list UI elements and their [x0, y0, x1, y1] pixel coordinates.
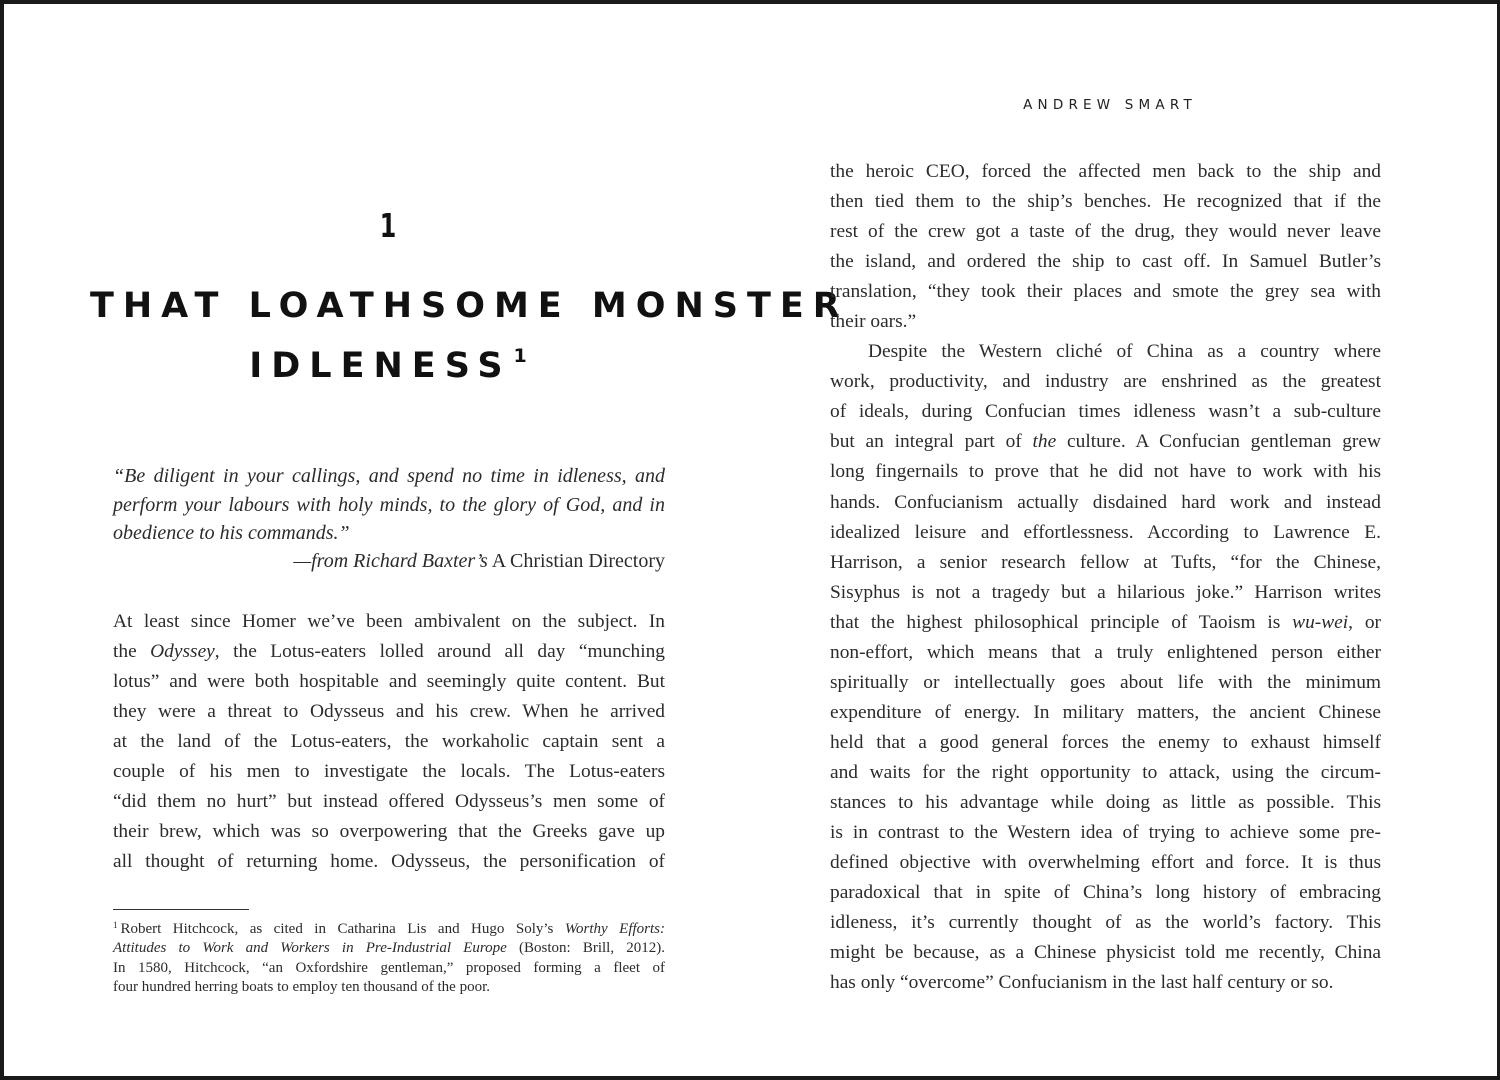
epigraph-quote: “Be diligent in your callings, and spend no time in idleness, and perform your labours with holy minds, to the glory of God, and in obedience to his commands.”: [113, 465, 665, 545]
text-line: “did them no hurt” but instead offered Odysseus’s men some of: [113, 791, 665, 813]
chapter-title-line: THAT LOATHSOME MONSTER: [90, 286, 849, 326]
chapter-number: 1: [379, 206, 397, 245]
text-line: spiritually or intellectually goes about life with the minimum: [830, 671, 1381, 693]
text-line: Despite the Western cliché of China as a country where: [868, 341, 1381, 363]
attribution-prefix: —from Richard Baxter’s: [293, 550, 488, 572]
text-line: rest of the crew got a taste of the drug, they would never leave: [830, 221, 1381, 243]
text-line: at the land of the Lotus-eaters, the workaholic captain sent a: [113, 731, 665, 753]
chapter-title-footnote-marker[interactable]: 1: [513, 345, 527, 367]
text-line: paradoxical that in spite of China’s long history of embracing: [830, 882, 1381, 904]
text-line: the Odyssey, the Lotus-eaters lolled around all day “munching: [113, 641, 665, 663]
footnote-line: $^1$ Robert Hitchcock, as cited in Catharina Lis and Hugo Soly’s Worthy Efforts:: [113, 920, 665, 937]
text-line: might be because, as a Chinese physicist told me recently, China: [830, 942, 1381, 964]
right-body-text: [830, 157, 1381, 998]
chapter-title: [90, 276, 849, 396]
footnote-line: four hundred herring boats to employ ten thousand of the poor.: [113, 979, 491, 996]
paragraph: [830, 157, 1381, 337]
left-body-text: [113, 607, 665, 877]
chapter-title-line: [90, 336, 686, 396]
text-line: translation, “they took their places and smote the grey sea with: [830, 281, 1381, 303]
epigraph-attribution: [113, 547, 665, 575]
text-line: held that a good general forces the enemy to exhaust himself: [830, 731, 1381, 753]
text-line: the island, and ordered the ship to cast off. In Samuel Butler’s: [830, 251, 1381, 273]
text-line: non-effort, which means that a truly enlightened person either: [830, 641, 1381, 663]
text-line: their brew, which was so overpowering that the Greeks gave up: [113, 821, 665, 843]
text-line: and waits for the right opportunity to attack, using the circum-: [830, 761, 1381, 783]
chapter-title-text: IDLENESS: [249, 346, 512, 386]
text-line: that the highest philosophical principle of Taoism is wu-wei, or: [830, 611, 1381, 633]
footnote: [113, 920, 665, 998]
text-line: is in contrast to the Western idea of trying to achieve some pre-: [830, 822, 1381, 844]
text-line: Sisyphus is not a tragedy but a hilarious joke.” Harrison writes: [830, 581, 1381, 603]
text-line: defined objective with overwhelming effort and force. It is thus: [830, 852, 1381, 874]
text-line: expenditure of energy. In military matters, the ancient Chinese: [830, 701, 1381, 723]
text-line: idealized leisure and effortlessness. According to Lawrence E.: [830, 521, 1381, 543]
attribution-work-title: A Christian Directory: [491, 550, 665, 572]
text-line: they were a threat to Odysseus and his crew. When he arrived: [113, 701, 665, 723]
footnote-number: 1: [113, 920, 118, 930]
text-line: couple of his men to investigate the locals. The Lotus-eaters: [113, 761, 665, 783]
text-line: has only “overcome” Confucianism in the last half century or so.: [830, 972, 1334, 994]
text-line: lotus” and were both hospitable and seemingly quite content. But: [113, 671, 665, 693]
footnote-divider: [113, 909, 249, 910]
text-line: stances to his advantage while doing as little as possible. This: [830, 791, 1381, 813]
text-line: Harrison, a senior research fellow at Tufts, “for the Chinese,: [830, 551, 1381, 573]
running-head: ANDREW SMART: [1023, 97, 1197, 113]
text-line: then tied them to the ship’s benches. He recognized that if the: [830, 191, 1381, 213]
text-line: hands. Confucianism actually disdained hard work and instead: [830, 491, 1381, 513]
text-line: of ideals, during Confucian times idleness wasn’t a sub-culture: [830, 401, 1381, 423]
footnote-line: In 1580, Hitchcock, “an Oxfordshire gentleman,” proposed forming a fleet of: [113, 959, 665, 976]
paragraph: [830, 337, 1381, 998]
text-line: long fingernails to prove that he did not have to work with his: [830, 461, 1381, 483]
text-line: the heroic CEO, forced the affected men back to the ship and: [830, 161, 1381, 182]
text-line: their oars.”: [830, 311, 917, 333]
text-line: idleness, it’s currently thought of as the world’s factory. This: [830, 912, 1381, 934]
footnote-line: Attitudes to Work and Workers in Pre-Industrial Europe (Boston: Brill, 2012).: [113, 940, 666, 957]
text-line: work, productivity, and industry are enshrined as the greatest: [830, 371, 1381, 393]
text-line: At least since Homer we’ve been ambivalent on the subject. In: [113, 611, 665, 632]
text-line: but an integral part of the culture. A Confucian gentleman grew: [830, 431, 1381, 453]
text-line: all thought of returning home. Odysseus, the personification of: [113, 851, 665, 873]
